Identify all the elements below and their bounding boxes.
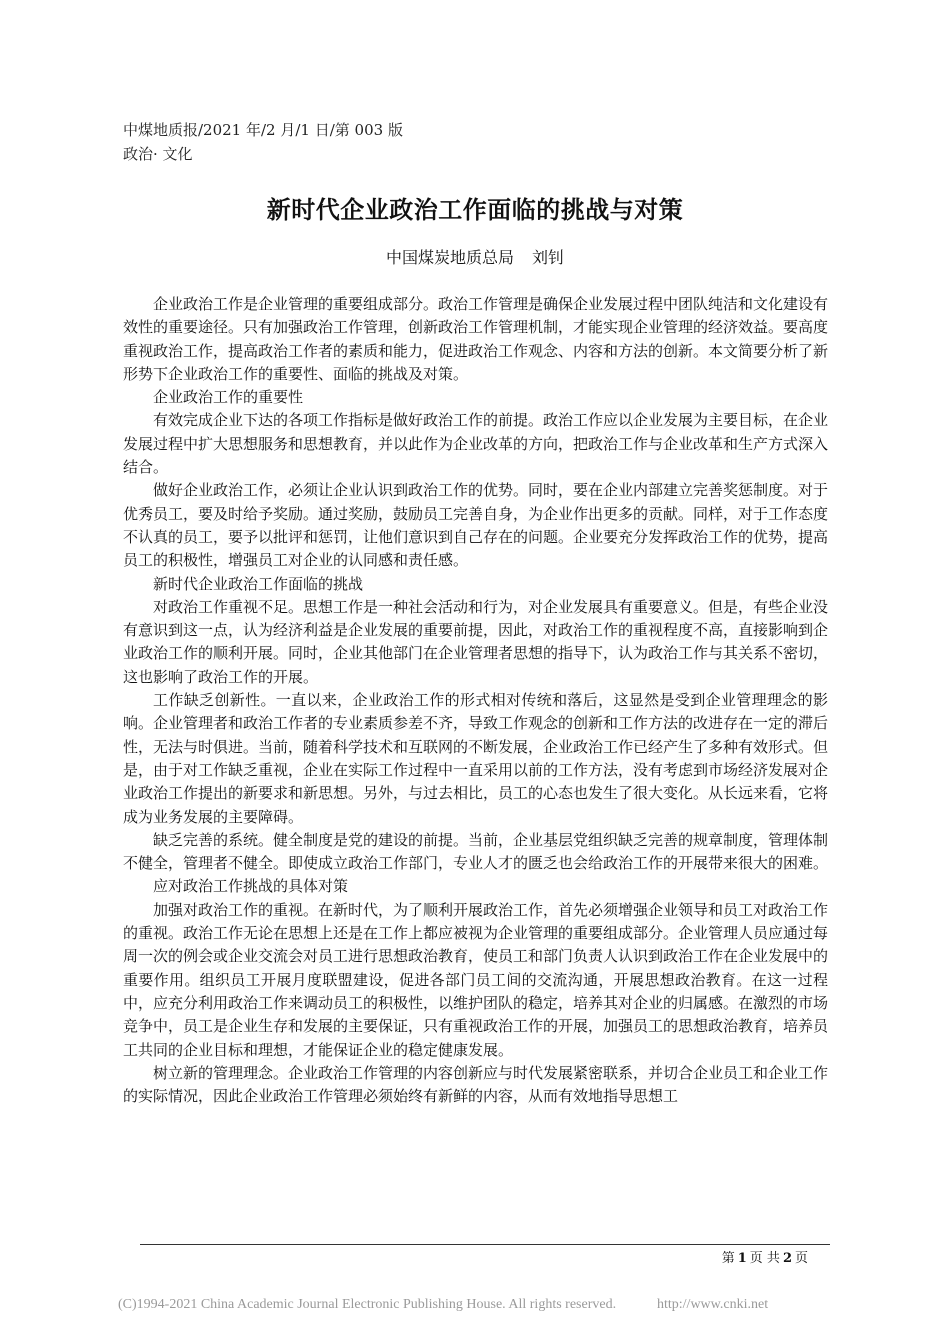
paragraph: 加强对政治工作的重视。在新时代，为了顺利开展政治工作，首先必须增强企业领导和员工对政治工作的重视。政治工作无论在思想上还是在工作上都应被视为企业管理的重要组成部分。企业管理人员应通过每周一次的例会或企业交流会对员工进行思想政治教育，使员工和部门负责人认识到政治工作在企业发展中的重要作用。组织员工开展月度联盟建设，促进各部门员工间的交流沟通，开展思想政治教育。在这一过程中，应充分利用政治工作来调动员工的积极性，以维护团队的稳定，培养其对企业的归属感。在激烈的市场竞争中，员工是企业生存和发展的主要保证，只有重视政治工作的开展，加强员工的思想政治教育，培养员工共同的企业目标和理想，才能保证企业的稳定健康发展。 bbox=[123, 900, 829, 1059]
article-title: 新时代企业政治工作面临的挑战与对策 bbox=[266, 195, 684, 224]
author-name: 刘钊 bbox=[532, 248, 565, 267]
page-suffix: 页 bbox=[794, 1251, 808, 1266]
section-heading: 新时代企业政治工作面临的挑战 bbox=[153, 574, 364, 593]
paragraph: 做好企业政治工作，必须让企业认识到政治工作的优势。同时，要在企业内部建立完善奖惩制度。对于优秀员工，要及时给予奖励。通过奖励，鼓励员工完善自身，为企业作出更多的贡献。同样，对于工作态度不认真的员工，要予以批评和惩罚，让他们意识到自己存在的问题。企业要充分发挥政治工作的优势，提高员工的积极性，增强员工对企业的认同感和责任感。 bbox=[123, 481, 829, 570]
paragraph: 工作缺乏创新性。一直以来，企业政治工作的形式相对传统和落后，这显然是受到企业管理理念的影响。企业管理者和政治工作者的专业素质参差不齐，导致工作观念的创新和工作方法的改进存在一定的滞后性，无法与时俱进。当前，随着科学技术和互联网的不断发展，企业政治工作已经产生了多种有效形式。但是，由于对工作缺乏重视，企业在实际工作过程中一直采用以前的工作方法，没有考虑到市场经济发展对企业政治工作提出的新要求和新思想。另外，与过去相比，员工的心态也发生了很大变化。从长远来看，它将成为业务发展的主要障碍。 bbox=[123, 691, 829, 826]
page-mid: 页 共 bbox=[749, 1251, 780, 1266]
source-line: 中煤地质报/2021 年/2 月/1 日/第 003 版 bbox=[123, 121, 403, 139]
paragraph: 对政治工作重视不足。思想工作是一种社会活动和行为，对企业发展具有重要意义。但是，有些企业没有意识到这一点，认为经济利益是企业发展的重要前提，因此，对政治工作的重视程度不高，直接影响到企业政治工作的顺利开展。同时，企业其他部门在企业管理者思想的指导下，认为政治工作与其关系不密切，这也影响了政治工作的开展。 bbox=[123, 597, 829, 686]
footer-divider bbox=[140, 1244, 830, 1245]
current-page: 1 bbox=[737, 1251, 747, 1266]
article-meta bbox=[123, 118, 403, 166]
article-body bbox=[123, 293, 828, 1108]
section-line: 政治· 文化 bbox=[123, 145, 193, 163]
page-indicator bbox=[722, 1247, 808, 1266]
total-pages: 2 bbox=[782, 1251, 792, 1266]
paragraph: 树立新的管理理念。企业政治工作管理的内容创新应与时代发展紧密联系，并切合企业员工和企业工作的实际情况，因此企业政治工作管理必须始终有新鲜的内容，从而有效地指导思想工 bbox=[123, 1063, 829, 1106]
author-line bbox=[0, 245, 950, 268]
cnki-link[interactable]: http://www.cnki.net bbox=[657, 1297, 769, 1312]
paragraph: 有效完成企业下达的各项工作指标是做好政治工作的前提。政治工作应以企业发展为主要目标，在企业发展过程中扩大思想服务和思想教育，并以此作为企业改革的方向，把政治工作与企业改革和生产方式深入结合。 bbox=[123, 411, 829, 477]
author-org: 中国煤炭地质总局 bbox=[385, 248, 514, 267]
copyright-notice: (C)1994-2021 China Academic Journal Electronic Publishing House. All rights reserved. bbox=[118, 1297, 617, 1312]
paragraph: 缺乏完善的系统。健全制度是党的建设的前提。当前，企业基层党组织缺乏完善的规章制度，管理体制不健全，管理者不健全。即使成立政治工作部门，专业人才的匮乏也会给政治工作的开展带来很大的困难。 bbox=[123, 830, 829, 873]
section-heading: 企业政治工作的重要性 bbox=[153, 388, 304, 407]
page-prefix: 第 bbox=[721, 1251, 735, 1266]
paragraph: 企业政治工作是企业管理的重要组成部分。政治工作管理是确保企业发展过程中团队纯洁和文化建设有效性的重要途径。只有加强政治工作管理，创新政治工作管理机制，才能实现企业管理的经济效益。要高度重视政治工作，提高政治工作者的素质和能力，促进政治工作观念、内容和方法的创新。本文简要分析了新形势下企业政治工作的重要性、面临的挑战及对策。 bbox=[123, 295, 829, 383]
section-heading: 应对政治工作挑战的具体对策 bbox=[153, 877, 349, 896]
